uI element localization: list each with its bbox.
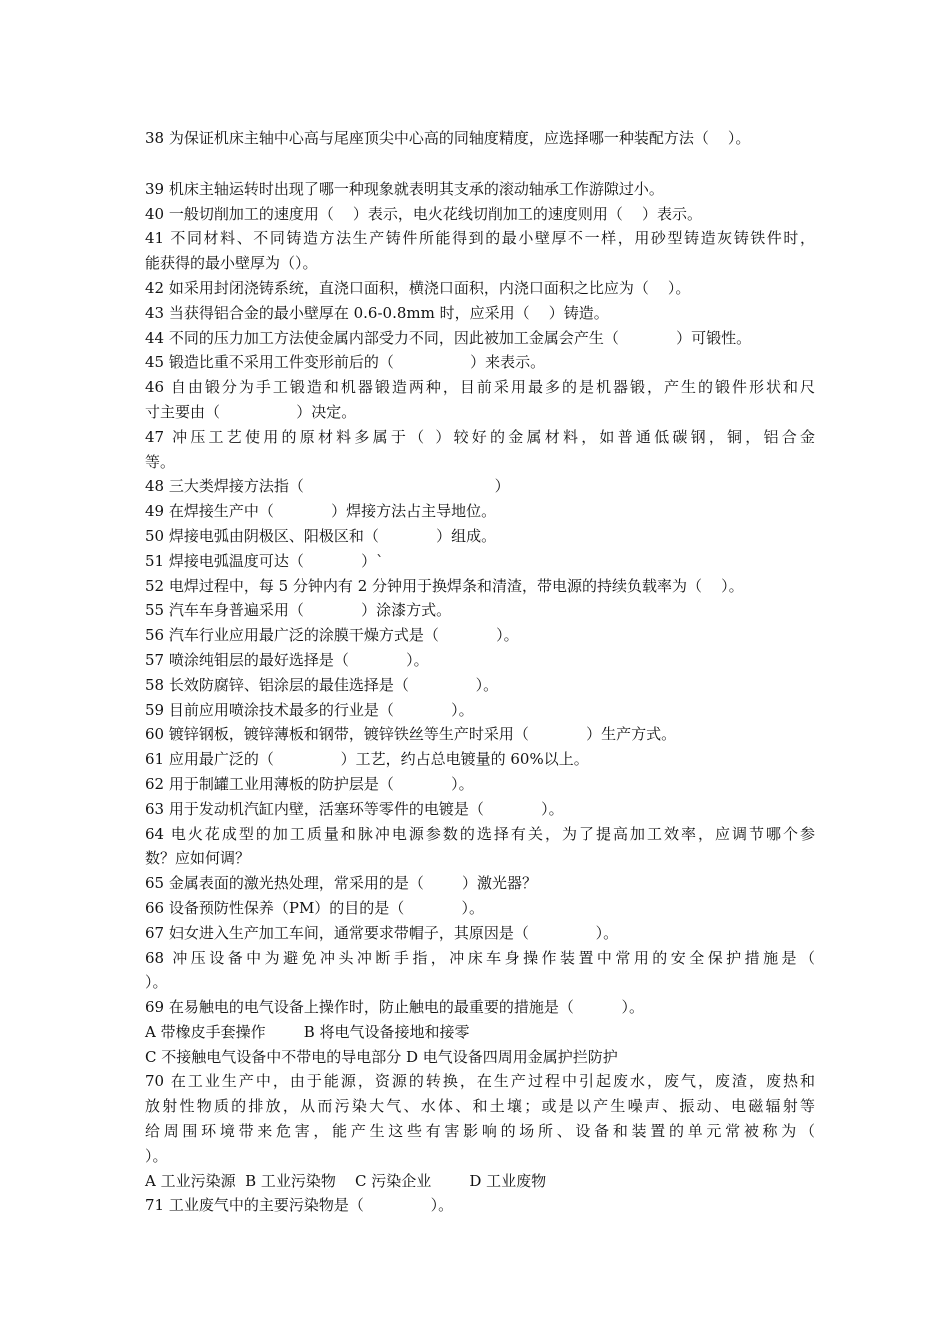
question-49: 49 在焊接生产中（ ）焊接方法占主导地位。	[145, 502, 497, 521]
question-41-line-1: 41 不同材料、不同铸造方法生产铸件所能得到的最小壁厚不一样，用砂型铸造灰铸铁件时，	[145, 229, 815, 248]
question-70-line-3: 给周围环境带来危害，能产生这些有害影响的场所、设备和装置的单元常被称为（	[145, 1122, 815, 1141]
question-65: 65 金属表面的激光热处理，常采用的是（ ）激光器？	[145, 874, 538, 893]
question-71: 71 工业废气中的主要污染物是（ ）。	[145, 1196, 454, 1215]
question-68-line-2: ）。	[145, 973, 168, 992]
question-52: 52 电焊过程中，每 5 分钟内有 2 分钟用于换焊条和清渣，带电源的持续负载率为（ ）。	[145, 576, 744, 595]
question-44: 44 不同的压力加工方法使金属内部受力不同，因此被加工金属会产生（ ）可锻性。	[145, 328, 752, 347]
question-43: 43 当获得铝合金的最小壁厚在 0.6-0.8mm 时，应采用（ ）铸造。	[145, 303, 609, 322]
question-57: 57 喷涂纯钼层的最好选择是（ ）。	[145, 650, 429, 669]
question-55: 55 汽车车身普遍采用（ ）涂漆方式。	[145, 601, 452, 620]
question-list	[145, 126, 815, 1218]
question-69-options-cd: C 不接触电气设备中不带电的导电部分 D 电气设备四周用金属护拦防护	[145, 1047, 618, 1066]
question-69-options-ab: A 带橡皮手套操作 B 将电气设备接地和接零	[145, 1022, 470, 1041]
question-64-line-1: 64 电火花成型的加工质量和脉冲电源参数的选择有关，为了提高加工效率，应调节哪个参	[145, 824, 815, 843]
question-70-line-1: 70 在工业生产中，由于能源，资源的转换，在生产过程中引起废水，废气，废渣，废热和	[145, 1072, 815, 1091]
question-69: 69 在易触电的电气设备上操作时，防止触电的最重要的措施是（ ）。	[145, 998, 645, 1017]
question-38: 38 为保证机床主轴中心高与尾座顶尖中心高的同轴度精度，应选择哪一种装配方法（ ）。	[145, 129, 751, 147]
question-61: 61 应用最广泛的（ ）工艺，约占总电镀量的 60%以上。	[145, 750, 589, 769]
question-47-line-2: 等。	[145, 452, 176, 471]
question-70-line-4: ）。	[145, 1146, 168, 1165]
question-59: 59 目前应用喷涂技术最多的行业是（ ）。	[145, 700, 474, 719]
question-51: 51 焊接电弧温度可达（ ）`	[145, 551, 384, 570]
question-46-line-2: 寸主要由（ ）决定。	[145, 402, 357, 421]
question-60: 60 镀锌钢板，镀锌薄板和钢带，镀锌铁丝等生产时采用（ ）生产方式。	[145, 725, 677, 744]
question-48: 48 三大类焊接方法指（ ）	[145, 477, 510, 496]
question-40: 40 一般切削加工的速度用（ ）表示，电火花线切削加工的速度则用（ ）表示。	[145, 204, 703, 223]
question-56: 56 汽车行业应用最广泛的涂膜干燥方式是（ ）。	[145, 626, 519, 645]
question-66: 66 设备预防性保养（PM）的目的是（ ）。	[145, 898, 485, 917]
question-47-line-1: 47 冲压工艺使用的原材料多属于（ ）较好的金属材料，如普通低碳钢，铜，铝合金	[145, 427, 815, 446]
question-70-options: A 工业污染源 B 工业污染物 C 污染企业 D 工业废物	[145, 1171, 547, 1190]
question-67: 67 妇女进入生产加工车间，通常要求带帽子，其原因是（ ）。	[145, 923, 619, 942]
blank-gap	[145, 151, 815, 177]
question-68-line-1: 68 冲压设备中为避免冲头冲断手指，冲床车身操作装置中常用的安全保护措施是（	[145, 948, 815, 967]
question-58: 58 长效防腐锌、铝涂层的最佳选择是（ ）。	[145, 675, 499, 694]
question-50: 50 焊接电弧由阴极区、阳极区和（ ）组成。	[145, 526, 497, 545]
question-63: 63 用于发动机汽缸内壁，活塞环等零件的电镀是（ ）。	[145, 799, 564, 818]
question-39: 39 机床主轴运转时出现了哪一种现象就表明其支承的滚动轴承工作游隙过小。	[145, 179, 664, 198]
question-41-line-2: 能获得的最小壁厚为（）。	[145, 254, 318, 273]
question-45: 45 锻造比重不采用工件变形前后的（ ）来表示。	[145, 353, 546, 372]
question-64-line-2: 数？应如何调？	[145, 849, 251, 868]
question-62: 62 用于制罐工业用薄板的防护层是（ ）。	[145, 774, 474, 793]
question-70-line-2: 放射性物质的排放，从而污染大气、水体、和土壤；或是以产生噪声、振动、电磁辐射等	[145, 1097, 815, 1116]
question-42: 42 如采用封闭浇铸系统，直浇口面积，横浇口面积，内浇口面积之比应为（ ）。	[145, 278, 691, 297]
question-46-line-1: 46 自由锻分为手工锻造和机器锻造两种，目前采用最多的是机器锻，产生的锻件形状和尺	[145, 378, 815, 397]
